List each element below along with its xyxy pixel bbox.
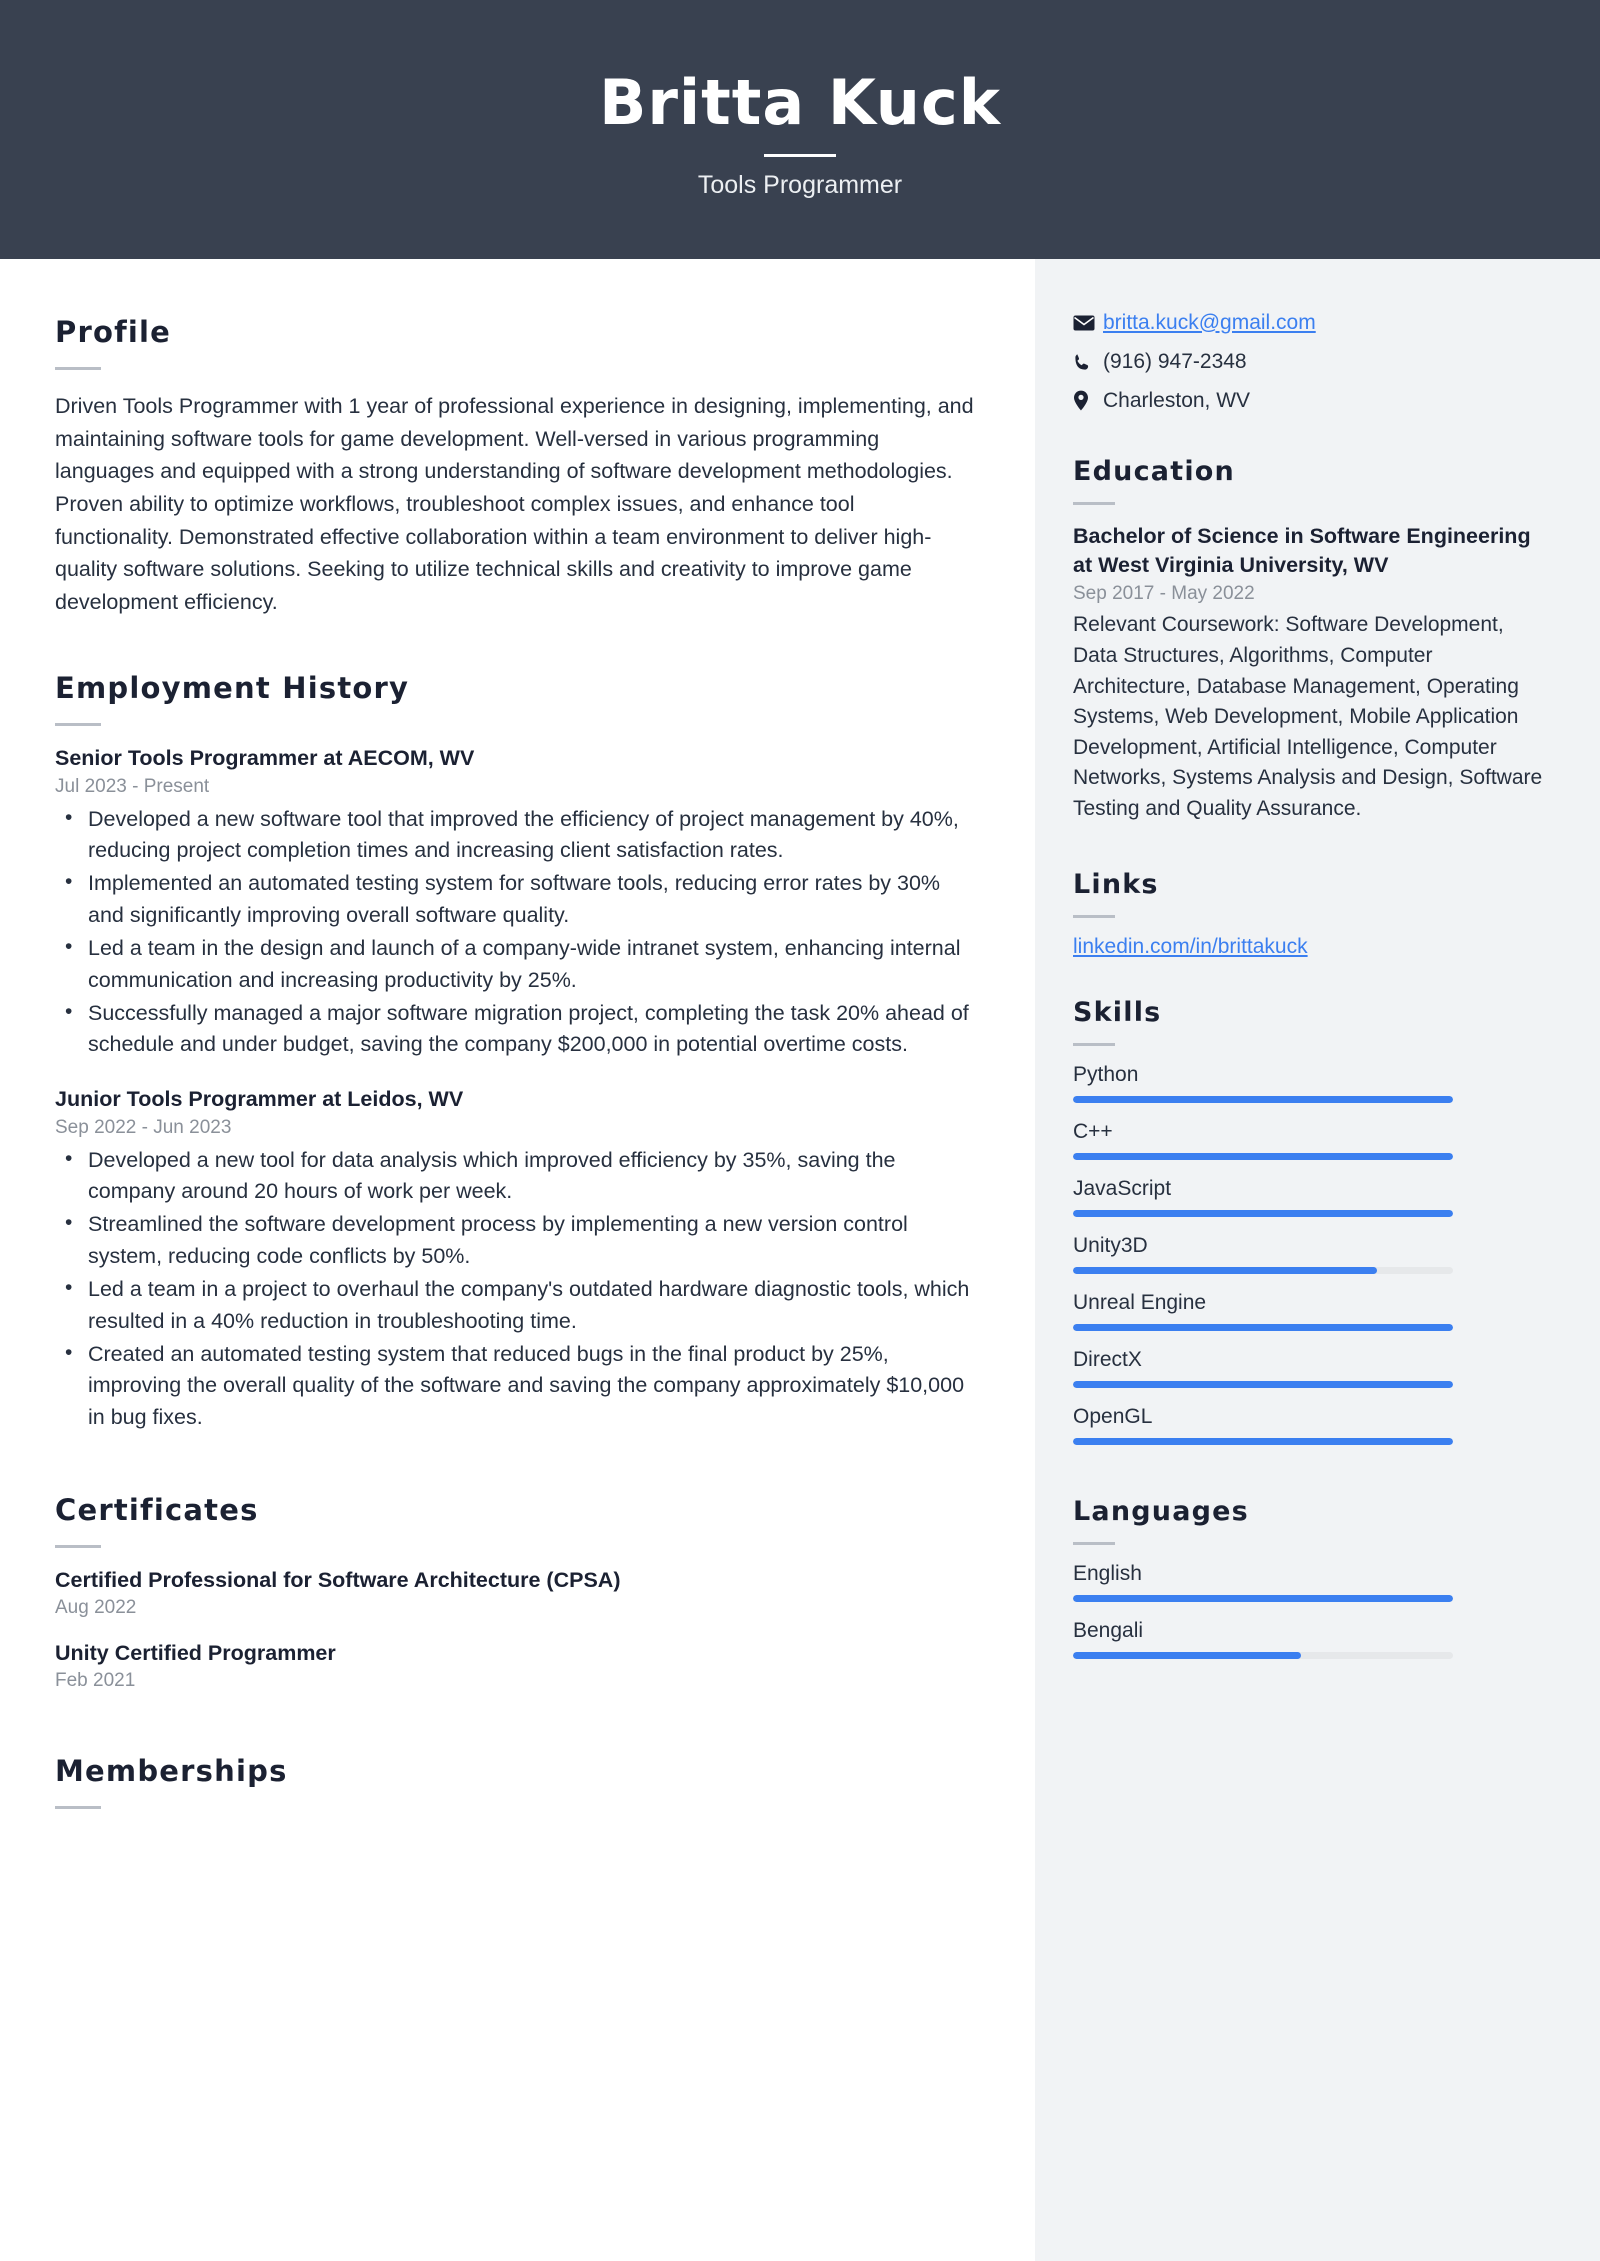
skill-bar-fill — [1073, 1096, 1453, 1103]
skill-bar-track — [1073, 1210, 1453, 1217]
section-skills — [1073, 997, 1550, 1445]
link-linkedin[interactable]: linkedin.com/in/brittakuck — [1073, 934, 1308, 958]
job-bullet: • Implemented an automated testing system for software tools, reducing error rates by 30% and significantly improving overall software quality. — [55, 868, 975, 931]
section-divider — [55, 367, 101, 370]
job-title: Senior Tools Programmer at AECOM, WV — [55, 745, 475, 770]
job-bullet: • Streamlined the software development process by implementing a new version control system, reducing code conflicts by 50%. — [55, 1209, 975, 1272]
envelope-icon — [1073, 315, 1103, 331]
skill-label: Unreal Engine — [1073, 1290, 1207, 1314]
section-languages — [1073, 1496, 1550, 1659]
resume-header — [0, 0, 1600, 259]
section-heading-education: Education — [1073, 456, 1235, 487]
section-memberships — [55, 1754, 975, 1809]
skill-bar-fill — [1073, 1381, 1453, 1388]
section-heading-certificates: Certificates — [55, 1493, 259, 1528]
skill-label: C++ — [1073, 1119, 1113, 1143]
profile-summary-text: Driven Tools Programmer with 1 year of professional experience in designing, implementing, and maintaining software tools for game development. Well-versed in various programming languages and equipped with a strong understanding of software development methodologies. Proven ability to optimize workflows, troubleshoot complex issues, and enhance tool functionality. Demonstrated effective collaboration within a team environment to deliver high-quality software solutions. Seeking to utilize technical skills and creativity to improve game development efficiency. — [55, 394, 974, 615]
section-heading-profile: Profile — [55, 315, 172, 349]
contact-details — [1073, 307, 1550, 416]
skill-label: Python — [1073, 1062, 1139, 1086]
skill-bar-track — [1073, 1324, 1453, 1331]
section-heading-skills: Skills — [1073, 996, 1162, 1028]
skill-item — [1073, 1234, 1550, 1274]
certificate-title: Unity Certified Programmer — [55, 1641, 336, 1666]
language-item — [1073, 1562, 1550, 1602]
skill-bar-track — [1073, 1438, 1453, 1445]
spacer — [1073, 825, 1550, 869]
job-bullet-list — [55, 804, 975, 1061]
skill-bar-fill — [1073, 1210, 1453, 1217]
skill-bar-fill — [1073, 1438, 1453, 1445]
section-divider — [55, 723, 101, 726]
section-heading-links: Links — [1073, 868, 1159, 900]
spacer — [1073, 1462, 1550, 1496]
language-bar-fill — [1073, 1595, 1453, 1602]
section-divider — [1073, 502, 1115, 505]
language-label: Bengali — [1073, 1618, 1144, 1642]
education-dates: Sep 2017 - May 2022 — [1073, 583, 1255, 605]
skill-item — [1073, 1120, 1550, 1160]
section-divider — [1073, 1542, 1115, 1545]
skill-item — [1073, 1348, 1550, 1388]
language-bar-fill — [1073, 1652, 1301, 1659]
skill-bar-track — [1073, 1381, 1453, 1388]
job-title: Junior Tools Programmer at Leidos, WV — [55, 1086, 464, 1111]
skill-label: OpenGL — [1073, 1404, 1153, 1428]
certificate-title: Certified Professional for Software Architecture (CPSA) — [55, 1568, 621, 1593]
language-item — [1073, 1619, 1550, 1659]
job-bullet: • Developed a new tool for data analysis which improved efficiency by 35%, saving the company around 20 hours of work per week. — [55, 1145, 975, 1208]
section-links — [1073, 869, 1550, 959]
section-education — [1073, 456, 1550, 825]
sidebar-column — [1035, 259, 1600, 2261]
education-description: Relevant Coursework: Software Development, Data Structures, Algorithms, Computer Architecture, Database Management, Operating Systems, Web Development, Mobile Application Development, Artificial Intelligence, Computer Networks, Systems Analysis and Design, Software Testing and Quality Assurance. — [1073, 613, 1543, 821]
education-degree: Bachelor of Science in Software Engineering at West Virginia University, WV — [1073, 524, 1531, 577]
section-divider — [1073, 915, 1115, 918]
job-bullet: • Successfully managed a major software migration project, completing the task 20% ahead of schedule and under budget, saving the company $200,000 in potential overtime costs. — [55, 998, 975, 1061]
contact-phone-row — [1073, 346, 1550, 377]
skill-item — [1073, 1063, 1550, 1103]
skill-item — [1073, 1291, 1550, 1331]
section-employment-history — [55, 671, 975, 1433]
skill-bar-track — [1073, 1153, 1453, 1160]
header-job-title: Tools Programmer — [697, 170, 903, 199]
section-heading-languages: Languages — [1073, 1495, 1249, 1527]
spacer — [1073, 959, 1550, 997]
skill-item — [1073, 1405, 1550, 1445]
contact-phone-value: (916) 947-2348 — [1103, 349, 1247, 373]
contact-location-row — [1073, 385, 1550, 416]
certificate-date: Feb 2021 — [55, 1670, 136, 1692]
section-profile — [55, 315, 975, 619]
spacer — [55, 619, 975, 671]
section-certificates — [55, 1493, 975, 1692]
skill-label: Unity3D — [1073, 1233, 1148, 1257]
employment-entry — [55, 1087, 975, 1433]
certificate-date: Aug 2022 — [55, 1597, 137, 1619]
section-divider — [55, 1545, 101, 1548]
spacer — [55, 1441, 975, 1493]
employment-entry — [55, 746, 975, 1061]
skill-bar-fill — [1073, 1267, 1377, 1274]
contact-location-value: Charleston, WV — [1103, 388, 1251, 412]
certificate-entry — [55, 1568, 975, 1619]
skill-bar-track — [1073, 1267, 1453, 1274]
job-bullet: • Created an automated testing system that reduced bugs in the final product by 25%, improving the overall quality of the software and saving the company approximately $10,000 in bug fixes. — [55, 1339, 975, 1433]
skill-bar-fill — [1073, 1324, 1453, 1331]
page-title: Britta Kuck — [599, 66, 1001, 140]
section-heading-memberships: Memberships — [55, 1754, 288, 1789]
job-dates: Jul 2023 - Present — [55, 775, 210, 797]
skill-label: DirectX — [1073, 1347, 1142, 1371]
job-bullet: • Led a team in the design and launch of a company-wide intranet system, enhancing internal communication and increasing productivity by 25%. — [55, 933, 975, 996]
language-bar-track — [1073, 1652, 1453, 1659]
contact-email-value[interactable]: britta.kuck@gmail.com — [1103, 310, 1316, 334]
language-label: English — [1073, 1561, 1142, 1585]
job-dates: Sep 2022 - Jun 2023 — [55, 1116, 232, 1138]
phone-icon — [1073, 352, 1103, 372]
skill-item — [1073, 1177, 1550, 1217]
location-pin-icon — [1073, 390, 1103, 411]
section-divider — [55, 1806, 101, 1809]
job-bullet: • Led a team in a project to overhaul the company's outdated hardware diagnostic tools, which resulted in a 40% reduction in troubleshooting time. — [55, 1274, 975, 1337]
language-bar-track — [1073, 1595, 1453, 1602]
main-column — [0, 259, 1035, 2261]
spacer — [55, 1714, 975, 1754]
section-heading-employment: Employment History — [55, 670, 410, 705]
section-divider — [1073, 1043, 1115, 1046]
skill-bar-track — [1073, 1096, 1453, 1103]
skill-bar-fill — [1073, 1153, 1453, 1160]
resume-body — [0, 259, 1600, 2261]
header-divider — [764, 154, 836, 157]
skill-label: JavaScript — [1073, 1176, 1172, 1200]
contact-email-row[interactable] — [1073, 307, 1550, 338]
job-bullet-list — [55, 1145, 975, 1433]
certificate-entry — [55, 1641, 975, 1692]
job-bullet: • Developed a new software tool that improved the efficiency of project management by 40%, reducing project completion times and increasing client satisfaction rates. — [55, 804, 975, 867]
